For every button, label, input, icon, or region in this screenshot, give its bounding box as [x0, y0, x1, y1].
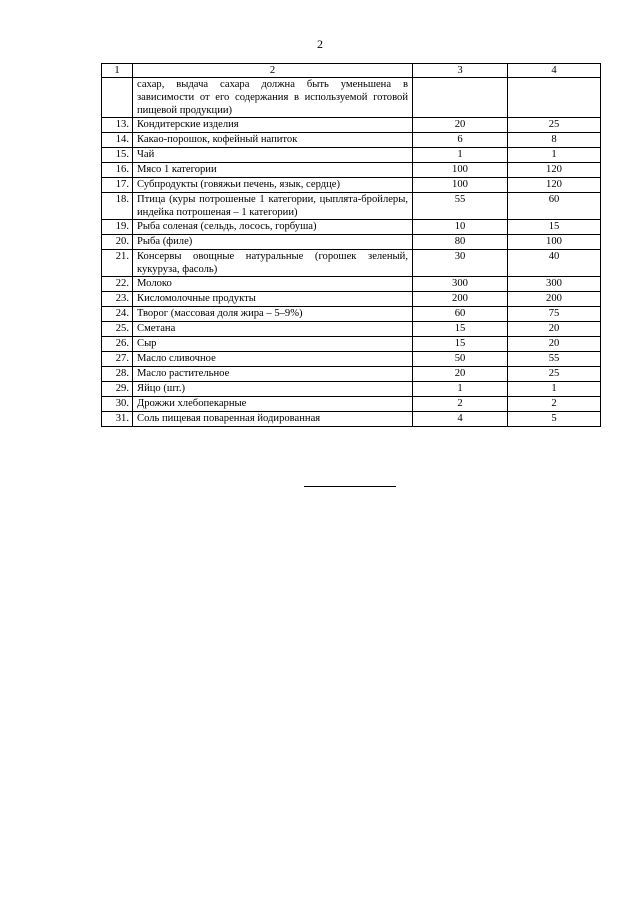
product-name: Дрожжи хлебопекарные [133, 397, 413, 412]
norm-value-col3: 1 [413, 148, 508, 163]
table-row [102, 193, 601, 220]
row-number: 18. [102, 193, 133, 220]
norm-value-col3: 20 [413, 118, 508, 133]
norm-value-col4: 120 [508, 178, 601, 193]
norm-value-col4: 25 [508, 367, 601, 382]
product-name: Мясо 1 категории [133, 163, 413, 178]
row-number: 14. [102, 133, 133, 148]
table-row [102, 277, 601, 292]
row-number: 26. [102, 337, 133, 352]
header-cell-1: 1 [102, 64, 133, 78]
product-name: Кисломолочные продукты [133, 292, 413, 307]
table-row [102, 250, 601, 277]
norm-value-col3: 6 [413, 133, 508, 148]
row-number: 20. [102, 235, 133, 250]
norm-value-col3: 1 [413, 382, 508, 397]
product-name: Масло сливочное [133, 352, 413, 367]
norm-value-col3 [413, 78, 508, 118]
product-name: Творог (массовая доля жира – 5–9%) [133, 307, 413, 322]
norm-value-col3: 80 [413, 235, 508, 250]
norm-value-col3: 100 [413, 178, 508, 193]
table-row [102, 133, 601, 148]
row-number: 17. [102, 178, 133, 193]
row-number: 22. [102, 277, 133, 292]
product-name: Сыр [133, 337, 413, 352]
row-number: 24. [102, 307, 133, 322]
norm-value-col4: 60 [508, 193, 601, 220]
row-number: 16. [102, 163, 133, 178]
table-row [102, 118, 601, 133]
norm-value-col3: 4 [413, 412, 508, 427]
norm-value-col3: 20 [413, 367, 508, 382]
table-row [102, 148, 601, 163]
header-cell-4: 4 [508, 64, 601, 78]
norm-value-col4: 20 [508, 337, 601, 352]
product-name: Чай [133, 148, 413, 163]
product-name: Масло растительное [133, 367, 413, 382]
table-row [102, 178, 601, 193]
norm-value-col4: 1 [508, 382, 601, 397]
norm-value-col3: 10 [413, 220, 508, 235]
product-name: Субпродукты (говяжьи печень, язык, сердце) [133, 178, 413, 193]
table-row [102, 78, 601, 118]
table-row [102, 352, 601, 367]
table-row [102, 397, 601, 412]
product-name: Рыба соленая (сельдь, лосось, горбуша) [133, 220, 413, 235]
product-name: Соль пищевая поваренная йодированная [133, 412, 413, 427]
table-row [102, 163, 601, 178]
table-row [102, 307, 601, 322]
product-name: Сметана [133, 322, 413, 337]
norm-value-col4: 20 [508, 322, 601, 337]
norm-value-col4: 15 [508, 220, 601, 235]
header-cell-3: 3 [413, 64, 508, 78]
norm-value-col4: 5 [508, 412, 601, 427]
norm-value-col4: 120 [508, 163, 601, 178]
food-norms-table [101, 63, 601, 427]
end-separator-line [304, 486, 396, 487]
row-number: 29. [102, 382, 133, 397]
norm-value-col3: 200 [413, 292, 508, 307]
norm-value-col4: 2 [508, 397, 601, 412]
norm-value-col4: 8 [508, 133, 601, 148]
row-number: 19. [102, 220, 133, 235]
table-header-row [102, 64, 601, 78]
table-row [102, 412, 601, 427]
norm-value-col4: 100 [508, 235, 601, 250]
norm-value-col4: 40 [508, 250, 601, 277]
product-name: Кондитерские изделия [133, 118, 413, 133]
table-row [102, 367, 601, 382]
product-name: Консервы овощные натуральные (горошек зеленый, кукуруза, фасоль) [133, 250, 413, 277]
norm-value-col3: 15 [413, 337, 508, 352]
table-row [102, 322, 601, 337]
norm-value-col4: 200 [508, 292, 601, 307]
norm-value-col3: 60 [413, 307, 508, 322]
product-name: Молоко [133, 277, 413, 292]
product-name: сахар, выдача сахара должна быть уменьшена в зависимости от его содержания в используемой готовой пищевой продукции) [133, 78, 413, 118]
row-number: 25. [102, 322, 133, 337]
row-number: 21. [102, 250, 133, 277]
norm-value-col3: 30 [413, 250, 508, 277]
row-number: 23. [102, 292, 133, 307]
table-row [102, 220, 601, 235]
product-name: Птица (куры потрошеные 1 категории, цыплята-бройлеры, индейка потрошеная – 1 категории) [133, 193, 413, 220]
row-number: 13. [102, 118, 133, 133]
row-number: 27. [102, 352, 133, 367]
table-row [102, 337, 601, 352]
norm-value-col3: 15 [413, 322, 508, 337]
norm-value-col4: 75 [508, 307, 601, 322]
norm-value-col4: 300 [508, 277, 601, 292]
norm-value-col4: 1 [508, 148, 601, 163]
table-row [102, 235, 601, 250]
norm-value-col3: 300 [413, 277, 508, 292]
norm-value-col3: 50 [413, 352, 508, 367]
page-number: 2 [317, 37, 323, 51]
product-name: Рыба (филе) [133, 235, 413, 250]
table-row [102, 292, 601, 307]
norm-value-col3: 2 [413, 397, 508, 412]
row-number: 31. [102, 412, 133, 427]
row-number: 28. [102, 367, 133, 382]
header-cell-2: 2 [133, 64, 413, 78]
row-number: 30. [102, 397, 133, 412]
row-number: 15. [102, 148, 133, 163]
table-row [102, 382, 601, 397]
norm-value-col4: 25 [508, 118, 601, 133]
product-name: Яйцо (шт.) [133, 382, 413, 397]
product-name: Какао-порошок, кофейный напиток [133, 133, 413, 148]
norm-value-col3: 100 [413, 163, 508, 178]
norm-value-col3: 55 [413, 193, 508, 220]
row-number [102, 78, 133, 118]
norm-value-col4 [508, 78, 601, 118]
norm-value-col4: 55 [508, 352, 601, 367]
